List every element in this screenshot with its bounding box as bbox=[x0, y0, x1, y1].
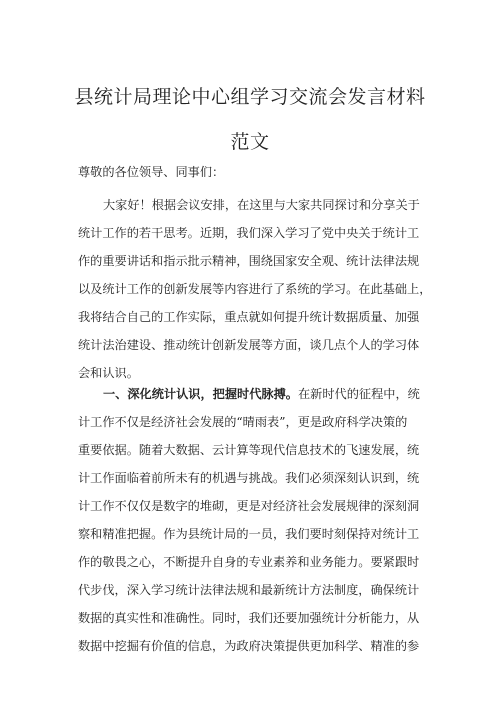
paragraph-line: 作的敬畏之心，不断提升自身的专业素养和业务能力。要紧跟时 bbox=[78, 555, 420, 569]
paragraph-line: 代步伐，深入学习统计法律法规和最新统计方法制度，确保统计 bbox=[78, 583, 420, 597]
paragraph-line: 数据中挖掘有价值的信息，为政府决策提供更加科学、精准的参 bbox=[78, 639, 420, 653]
paragraph-line: 数据的真实性和准确性。同时，我们还要加强统计分析能力，从 bbox=[78, 611, 420, 625]
paragraph-line: 重要依据。随着大数据、云计算等现代信息技术的飞速发展，统 bbox=[78, 443, 420, 457]
document-title: 县统计局理论中心组学习交流会发言材料 bbox=[74, 86, 426, 108]
paragraph-line: 计工作不仅是经济社会发展的“晴雨表”，更是政府科学决策的 bbox=[78, 415, 408, 429]
paragraph-section-one bbox=[78, 380, 432, 660]
paragraph-line-rest: 在新时代的征程中，统 bbox=[298, 387, 420, 401]
paragraph-line: 会和认识。 bbox=[78, 366, 139, 380]
paragraph-line: 计工作面临着前所未有的机遇与挑战。我们必须深刻认识到，统 bbox=[78, 471, 420, 485]
paragraph-line: 以及统计工作的创新发展等内容进行了系统的学习。在此基础上， bbox=[78, 282, 432, 296]
paragraph-first-line bbox=[78, 380, 432, 408]
paragraph-line: 计工作不仅仅是数字的堆砌，更是对经济社会发展规律的深刻洞 bbox=[78, 499, 420, 513]
paragraph-line: 我将结合自己的工作实际，重点就如何提升统计数据质量、加强 bbox=[78, 310, 420, 324]
paragraph-line: 统计工作的若干思考。近期，我们深入学习了党中央关于统计工 bbox=[78, 226, 420, 240]
paragraph-line: 察和精准把握。作为县统计局的一员，我们要时刻保持对统计工 bbox=[78, 527, 420, 541]
section-heading: 一、深化统计认识，把握时代脉搏。 bbox=[103, 387, 298, 401]
paragraph-line: 大家好！根据会议安排，在这里与大家共同探讨和分享关于 bbox=[103, 198, 420, 212]
salutation: 尊敬的各位领导、同事们： bbox=[78, 165, 225, 179]
paragraph-line: 作的重要讲话和指示批示精神，围绕国家安全观、统计法律法规 bbox=[78, 254, 420, 268]
paragraph-line: 统计法治建设、推动统计创新发展等方面，谈几点个人的学习体 bbox=[78, 338, 420, 352]
document-title-continued: 范文 bbox=[230, 131, 270, 153]
paragraph-intro bbox=[78, 191, 432, 387]
